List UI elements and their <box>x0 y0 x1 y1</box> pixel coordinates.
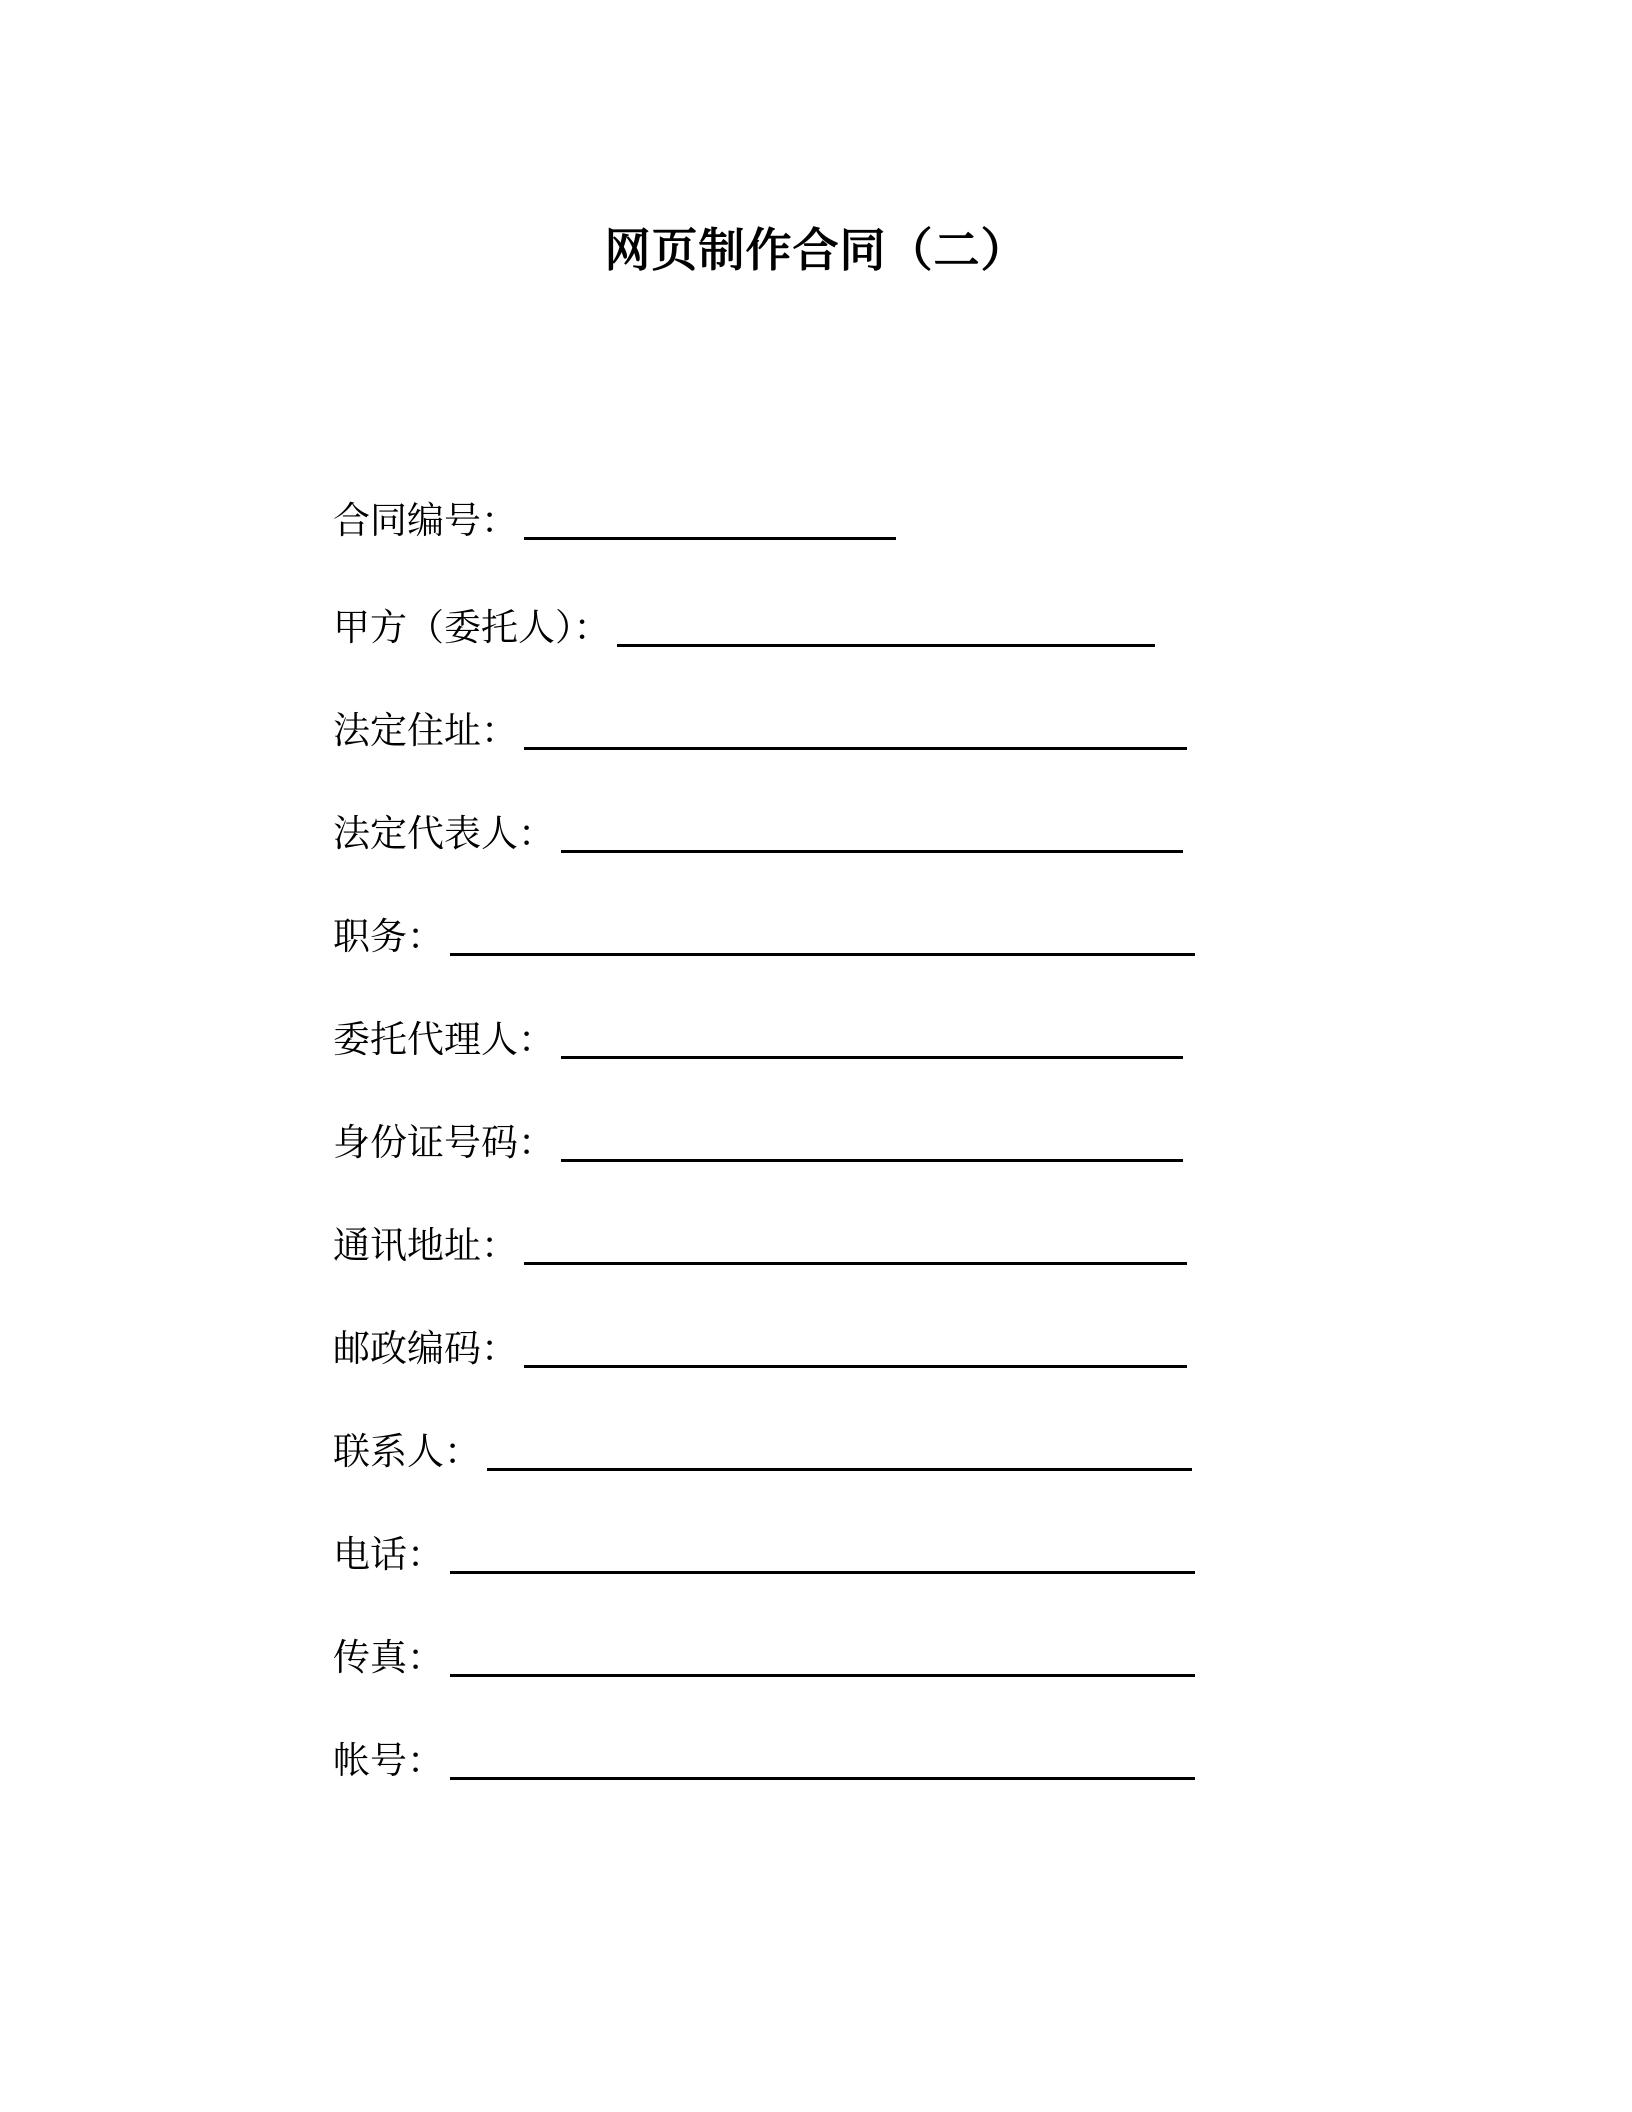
mailing-address-label: 通讯地址： <box>333 1224 518 1267</box>
legal-representative-row <box>333 803 1183 859</box>
agent-blank[interactable] <box>561 1048 1183 1059</box>
legal-address-label: 法定住址： <box>333 709 518 752</box>
agent-label: 委托代理人： <box>333 1018 555 1061</box>
contract-number-row <box>333 490 896 546</box>
mailing-address-blank[interactable] <box>524 1254 1187 1265</box>
phone-row <box>333 1524 1195 1580</box>
party-a-row <box>333 597 1155 653</box>
postal-code-row <box>333 1318 1187 1374</box>
position-label: 职务： <box>333 915 444 958</box>
party-a-label: 甲方（委托人）： <box>333 606 611 649</box>
postal-code-blank[interactable] <box>524 1357 1187 1368</box>
contact-person-blank[interactable] <box>487 1460 1192 1471</box>
id-number-label: 身份证号码： <box>333 1121 555 1164</box>
legal-representative-label: 法定代表人： <box>333 812 555 855</box>
account-label: 帐号： <box>333 1739 444 1782</box>
legal-address-blank[interactable] <box>524 739 1187 750</box>
postal-code-label: 邮政编码： <box>333 1327 518 1370</box>
agent-row <box>333 1009 1183 1065</box>
fax-blank[interactable] <box>450 1666 1195 1677</box>
legal-representative-blank[interactable] <box>561 842 1183 853</box>
position-row <box>333 906 1195 962</box>
account-blank[interactable] <box>450 1769 1195 1780</box>
contact-person-label: 联系人： <box>333 1430 481 1473</box>
id-number-blank[interactable] <box>561 1151 1183 1162</box>
document-title: 网页制作合同（二） <box>604 223 1028 277</box>
position-blank[interactable] <box>450 945 1195 956</box>
fax-row <box>333 1627 1195 1683</box>
party-a-blank[interactable] <box>617 636 1155 647</box>
contact-person-row <box>333 1421 1192 1477</box>
phone-blank[interactable] <box>450 1563 1195 1574</box>
phone-label: 电话： <box>333 1533 444 1576</box>
contract-number-label: 合同编号： <box>333 499 518 542</box>
legal-address-row <box>333 700 1187 756</box>
mailing-address-row <box>333 1215 1187 1271</box>
id-number-row <box>333 1112 1183 1168</box>
contract-number-blank[interactable] <box>524 529 896 540</box>
account-row <box>333 1730 1195 1786</box>
fax-label: 传真： <box>333 1636 444 1679</box>
